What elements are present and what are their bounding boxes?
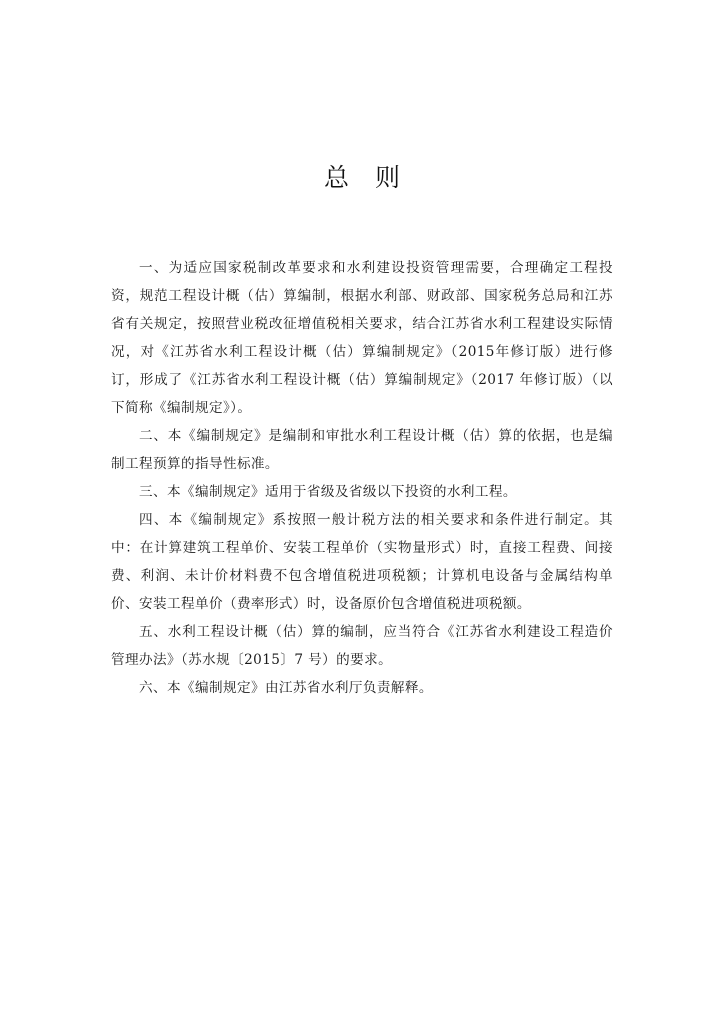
document-body [111,254,613,702]
paragraph-1: 一、为适应国家税制改革要求和水利建设投资管理需要，合理确定工程投资，规范工程设计概（估）算编制，根据水利部、财政部、国家税务总局和江苏省有关规定，按照营业税改征增值税相关要求，结合江苏省水利工程建设实际情况，对《江苏省水利工程设计概（估）算编制规定》（2015年修订版）进行修订，形成了《江苏省水利工程设计概（估）算编制规定》（2017 年修订版）（以下简称《编制规定》）。 [111,260,613,416]
paragraph-6: 六、本《编制规定》由江苏省水利厅负责解释。 [139,680,433,696]
paragraph-2: 二、本《编制规定》是编制和审批水利工程设计概（估）算的依据，也是编制工程预算的指导性标准。 [111,428,613,472]
paragraph-4: 四、本《编制规定》系按照一般计税方法的相关要求和条件进行制定。其中：在计算建筑工程单价、安装工程单价（实物量形式）时，直接工程费、间接费、利润、未计价材料费不包含增值税进项税额；计算机电设备与金属结构单价、安装工程单价（费率形式）时，设备原价包含增值税进项税额。 [111,512,613,612]
page-title: 总则 [323,163,426,192]
paragraph-5: 五、水利工程设计概（估）算的编制，应当符合《江苏省水利建设工程造价管理办法》（苏水规〔2015〕7 号）的要求。 [111,624,613,668]
paragraph-3: 三、本《编制规定》适用于省级及省级以下投资的水利工程。 [139,484,517,500]
